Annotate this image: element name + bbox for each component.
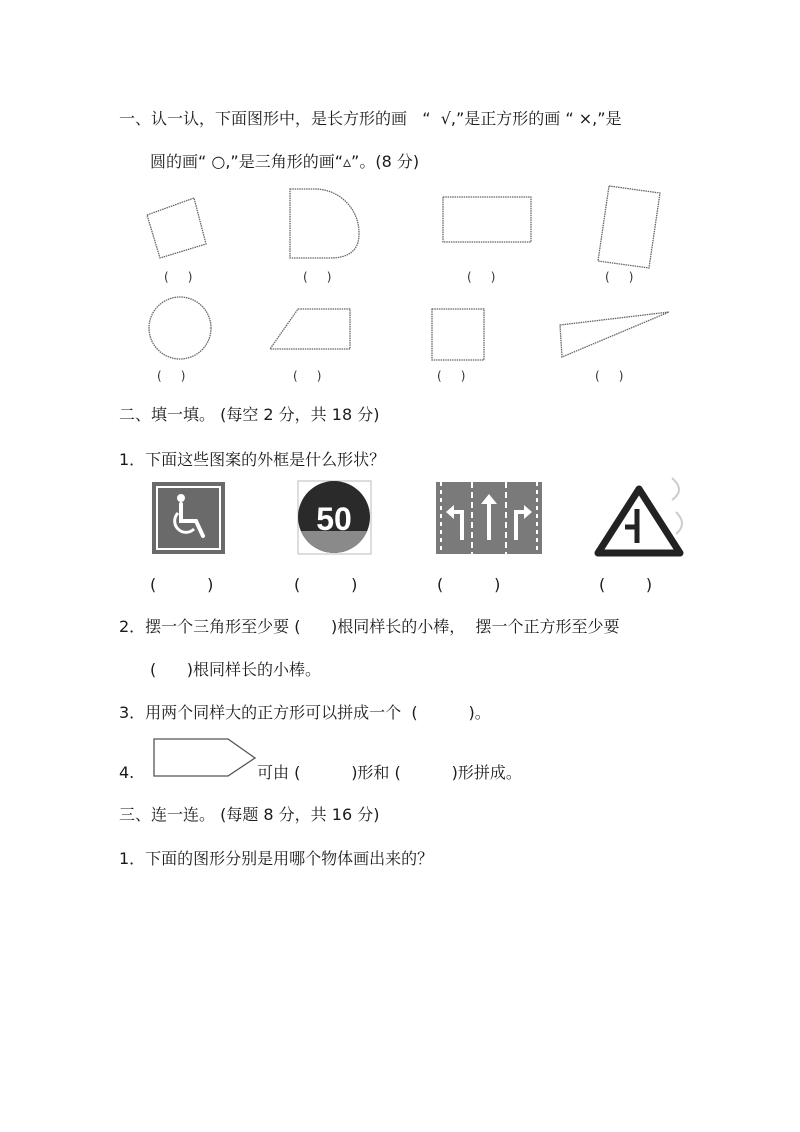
wheelchair-icon-head (177, 494, 185, 502)
section3-q1: 1．下面的图形分别是用哪个物体画出来的？ (119, 849, 434, 868)
wheelchair-sign (152, 482, 225, 554)
section1-line2: 圆的画“ ○,”是三角形的画“▵”。(8 分) (150, 152, 420, 171)
speed-limit-value: 50 (316, 501, 352, 537)
triangle-shape (560, 312, 669, 357)
section2-title: 二、填一填。 (每空 2 分，共 18 分) (119, 405, 380, 424)
section2-q4-text: 可由 ( )形和 ( )形拼成。 (257, 763, 522, 782)
answer-blank-5[interactable]: ( ) (157, 369, 186, 383)
trapezoid-shape (270, 309, 350, 349)
sign-answer-blank-3[interactable]: ( ) (437, 575, 501, 594)
circle-shape (149, 297, 211, 359)
speed-limit-sign (298, 481, 371, 556)
answer-blank-7[interactable]: ( ) (437, 369, 466, 383)
section1-line1: 一、认一认，下面图形中，是长方形的画 “ √,”是正方形的画 “ ×,”是 (119, 109, 622, 128)
sign-answer-blank-4[interactable]: ( ) (599, 575, 653, 594)
pentagon-arrow-shape (154, 739, 255, 776)
answer-blank-3[interactable]: ( ) (467, 270, 496, 284)
section2-q2-line2: ( )根同样长的小棒。 (150, 660, 322, 679)
answer-blank-8[interactable]: ( ) (595, 369, 624, 383)
lane-direction-sign (436, 482, 542, 554)
tilted-rectangle-shape (598, 186, 660, 268)
square-shape (432, 309, 484, 360)
answer-blank-6[interactable]: ( ) (293, 369, 322, 383)
rectangle-shape (443, 197, 531, 242)
answer-blank-1[interactable]: ( ) (164, 270, 193, 284)
tilted-square-shape (147, 198, 206, 258)
section3-title: 三、连一连。 (每题 8 分，共 16 分) (119, 805, 380, 824)
sign-answer-blank-2[interactable]: ( ) (294, 575, 358, 594)
answer-blank-4[interactable]: ( ) (605, 270, 634, 284)
sign-answer-blank-1[interactable]: ( ) (150, 575, 214, 594)
quarter-circle-shape (290, 189, 359, 258)
answer-blank-2[interactable]: ( ) (303, 270, 332, 284)
section2-q4-number: 4. (119, 763, 135, 782)
section2-q1: 1．下面这些图案的外框是什么形状？ (119, 450, 386, 469)
section2-q2-line1: 2．摆一个三角形至少要 ( )根同样长的小棒， 摆一个正方形至少要 (119, 617, 620, 636)
section2-q3: 3．用两个同样大的正方形可以拼成一个 ( )。 (119, 703, 491, 722)
junction-warning-sign (598, 478, 682, 556)
